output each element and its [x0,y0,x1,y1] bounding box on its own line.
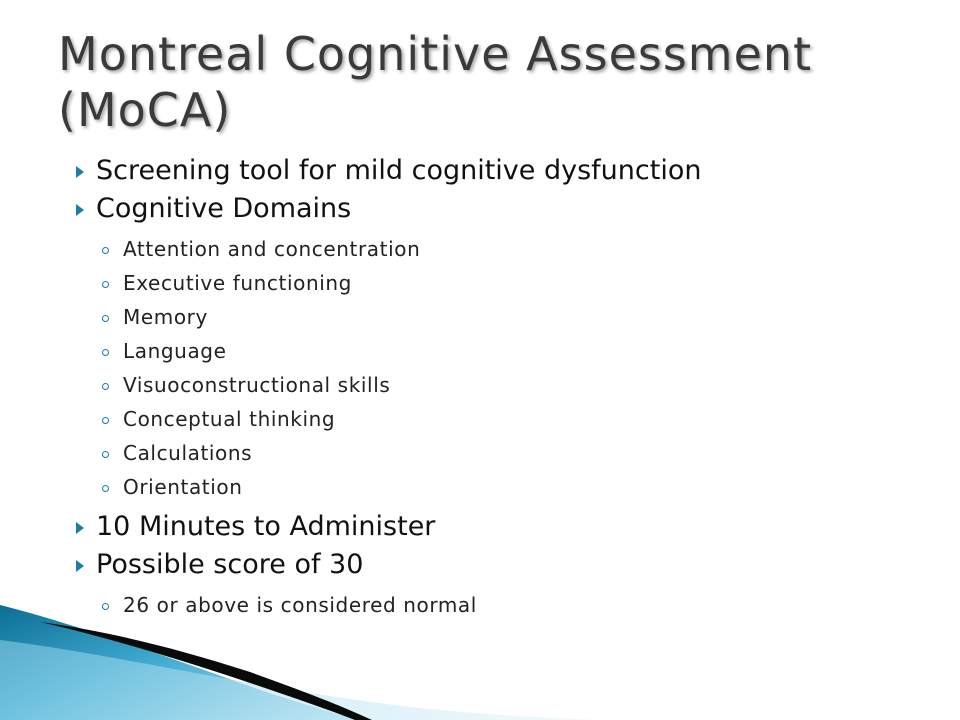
sub-bullet-text: Visuoconstructional skills [123,373,391,397]
bullet-text: Possible score of 30 [96,549,364,580]
sub-bullet-text: Orientation [123,475,243,499]
sub-bullet-text: Executive functioning [123,271,352,295]
bullet-text: Screening tool for mild cognitive dysfunction [96,155,702,186]
sub-bullet-text: Language [123,339,227,363]
sub-bullet-text: Memory [123,305,208,329]
sub-bullet-text: Calculations [123,441,253,465]
title-line-2: (MoCA) [58,83,232,137]
bullet-text: 10 Minutes to Administer [96,511,436,542]
sub-bullet-text: Conceptual thinking [123,407,336,431]
sub-bullet-text: Attention and concentration [123,237,421,261]
title-line-1: Montreal Cognitive Assessment [58,27,813,81]
sub-bullet-text: 26 or above is considered normal [123,593,477,617]
bullet-text: Cognitive Domains [96,193,352,224]
